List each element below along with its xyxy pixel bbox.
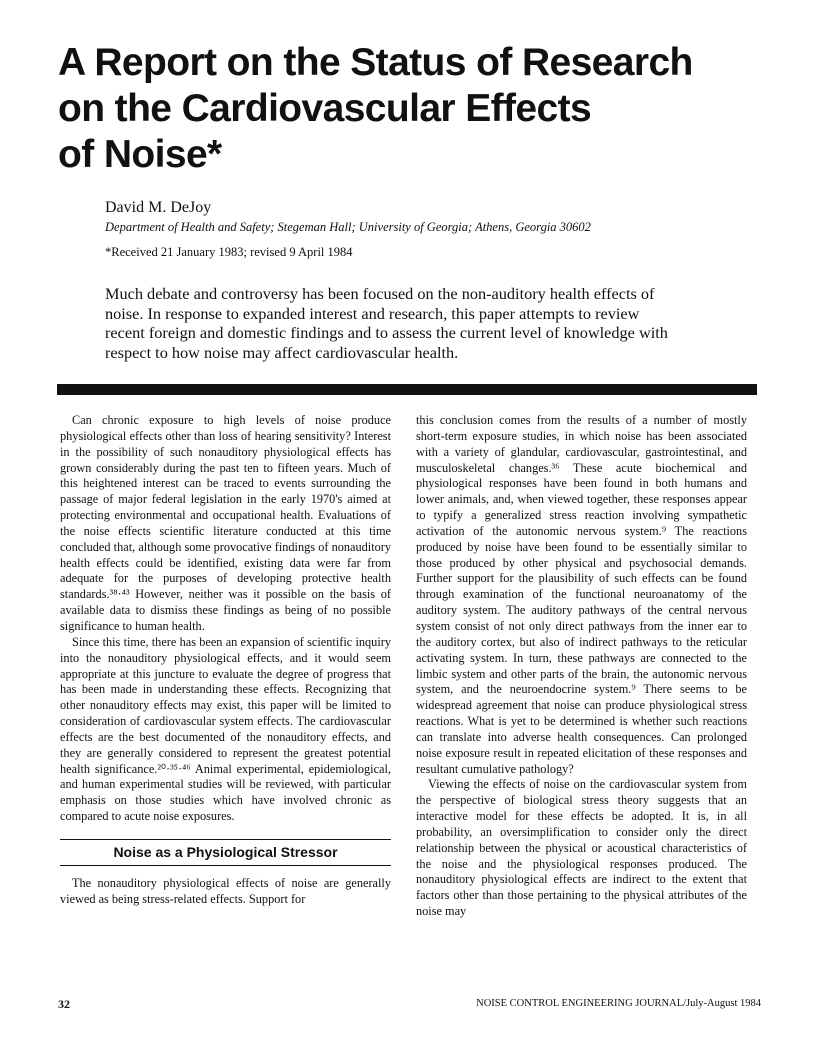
article-title (58, 40, 778, 178)
title-line: A Report on the Status of Research (58, 41, 693, 84)
author-affiliation: Department of Health and Safety; Stegeman Hall; University of Georgia; Athens, Georgia 30602 (105, 220, 591, 234)
received-date: *Received 21 January 1983; revised 9 April 1984 (105, 245, 353, 259)
body-paragraph: Viewing the effects of noise on the cardiovascular system from the perspective of biological stress theory suggests that an interactive model for these effects be adopted. It is, in all probability, an oversimplification to consider only the direct relationship between the physical or acoustical characteristics of the noise and the physiological responses produced. The nonauditory physiological effects are indirect to the extent that factors other than those pertaining to the physical attributes of the noise may (416, 777, 747, 919)
section-heading: Noise as a Physiological Stressor (60, 839, 391, 866)
abstract: Much debate and controversy has been focused on the non-auditory health effects of noise. In response to expanded interest and research, this paper attempts to review recent foreign and domestic findings and to assess the current level of knowledge with respect to how noise may affect cardiovascular health. (105, 284, 668, 362)
title-line: on the Cardiovascular Effects (58, 87, 592, 130)
page-number: 32 (58, 997, 70, 1011)
header-divider (57, 384, 757, 395)
body-paragraph: this conclusion comes from the results of a number of mostly short-term exposure studies, in which noise has been associated with a variety of glandular, cardiovascular, gastrointestinal, and musculoskeletal changes.³⁶ These acute biochemical and physiological responses have been found in both humans and lower animals, and, when viewed together, these responses appear to typify a generalized stress reaction involving sympathetic activation of the autonomic nervous system.⁹ The reactions produced by noise have been found to be essentially similar to those produced by other physical and psychosocial demands. Further support for the plausibility of such effects can be found through examination of the functional neuroanatomy of the auditory system. The auditory pathways of the central nervous system consist of not only direct pathways from the inner ear to the auditory cortex, but also of indirect pathways to the reticular activating system. In turn, these pathways are connected to the limbic system and other parts of the brain, the autonomic nervous system, and the neuroendocrine system.⁹ There seems to be widespread agreement that noise can produce physiological stress reactions. What is yet to be determined is whether such reactions can translate into adverse health consequences. Can prolonged noise exposure result in repeated elicitation of these responses and resultant cumulative pathology? (416, 413, 747, 776)
left-column (60, 413, 391, 907)
body-paragraph: Since this time, there has been an expansion of scientific inquiry into the nonauditory physiological effects, and it would seem appropriate at this juncture to evaluate the degree of progress that has been made in understanding these effects. Recognizing that other nonauditory effects may exist, this paper will be limited to consideration of cardiovascular system effects. The cardiovascular effects are the best documented of the nonauditory effects, and they are generally considered to represent the greatest potential health significance.²⁰·³⁵·⁴⁶ Animal experimental, epidemiological, and human experimental studies will be reviewed, with particular emphasis on those studies which have involved chronic as compared to acute noise exposures. (60, 634, 391, 824)
journal-footer: NOISE CONTROL ENGINEERING JOURNAL/July-August 1984 (476, 998, 761, 1009)
author-name: David M. DeJoy (105, 199, 212, 216)
body-paragraph: The nonauditory physiological effects of noise are generally viewed as being stress-related effects. Support for (60, 875, 391, 906)
title-line: of Noise* (58, 133, 222, 176)
right-column (416, 413, 747, 920)
body-paragraph: Can chronic exposure to high levels of noise produce physiological effects other than loss of hearing sensitivity? Interest in the possibility of such nonauditory physiological effects has grown considerably during the past ten to fifteen years. Much of this heightened interest can be traced to events surrounding the passage of major federal legislation in the early 1970's aimed at protecting environmental and occupational health. Evaluations of the noise effects scientific literature conducted at this time concluded that, although some provocative findings of nonauditory health effects could be identified, existing data were far from adequate for the purposes of developing protective health standards.³⁸·⁴³ However, neither was it possible on the basis of available data to dismiss these findings as being of no possible significance to human health. (60, 413, 391, 633)
